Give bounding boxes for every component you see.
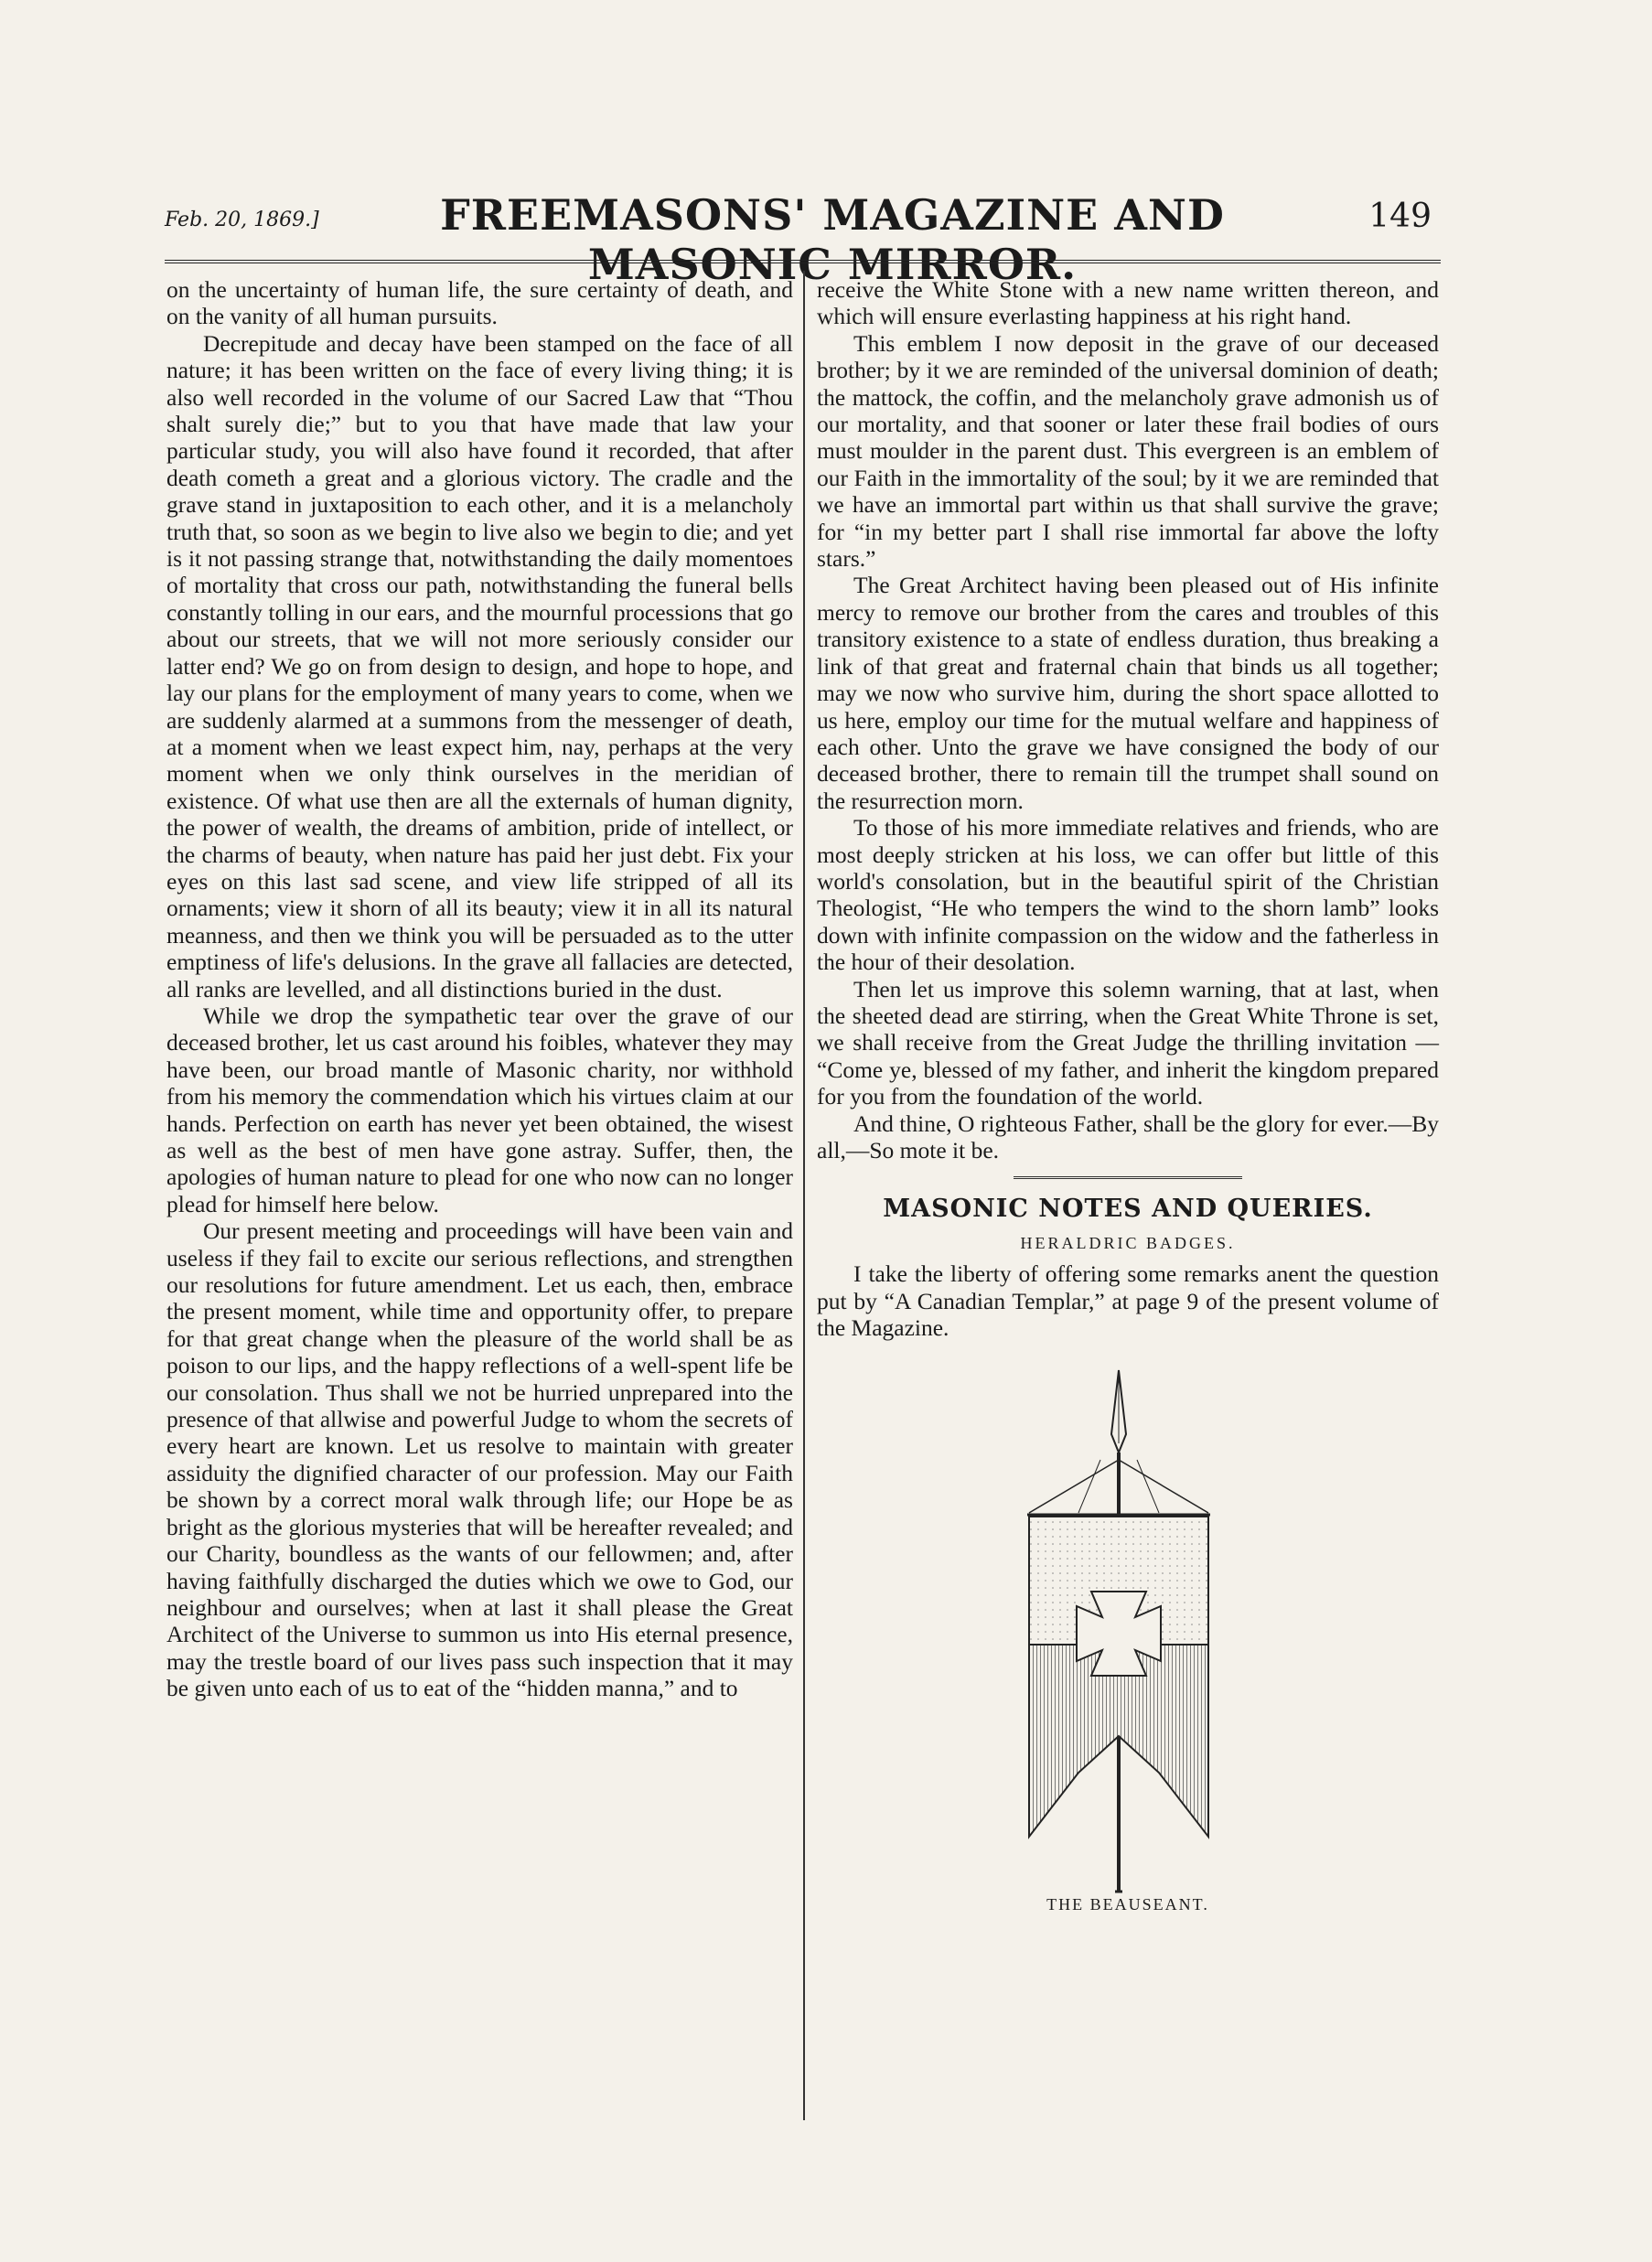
section-heading: MASONIC NOTES AND QUERIES. bbox=[883, 1195, 1373, 1224]
paragraph: The Great Architect having been pleased out of His infinite mercy to remove our brother from the cares and troubles of this transitory existence to a state of endless duration, thus breaking a link of that great and fraternal chain that binds us all together; may we now who survive him, during the short space allotted to us here, employ our time for the mutual welfare and happiness of each other. Unto the grave we have consigned the body of our deceased brother, there to remain till the trumpet shall sound on the resurrection morn. bbox=[817, 572, 1439, 814]
paragraph: This emblem I now deposit in the grave of our deceased brother; by it we are reminded of the universal dominion of death; the mattock, the coffin, and the melancholy grave admonish us of our mortality, and that sooner or later these frail bodies of ours must moulder in the parent dust. This evergreen is an emblem of our Faith in the immortality of the soul; by it we are reminded that we have an immortal part within us that shall survive the grave; for “in my better part I shall rise immortal far above the lofty stars.” bbox=[817, 329, 1439, 573]
paragraph: receive the White Stone with a new name written thereon, and which will ensure everlasting happiness at his right hand. bbox=[817, 276, 1439, 330]
issue-date: Feb. 20, 1869.] bbox=[165, 209, 319, 231]
paragraph: And thine, O righteous Father, shall be the glory for ever.—By all,—So mote it be. bbox=[817, 1110, 1439, 1163]
paragraph: Decrepitude and decay have been stamped on the face of all nature; it has been written on the face of every living thing; it is also well recorded in the volume of our Sacred Law that “Thou shalt surely die;” but to you that have made that law your particular study, you will also have found it recorded, that after death cometh a great and a glorious victory. The cradle and the grave stand in juxtaposition to each other, and it is a melancholy truth that, so soon as we begin to live also we begin to die; and yet is it not passing strange that, notwithstanding the daily momentoes of mortality that cross our path, notwithstanding the funeral bells constantly tolling in our ears, and the mournful processions that go about our streets, that we will not more seriously consider our latter end? We go on from design to design, and hope to hope, and lay our plans for the employment of many years to come, when we are suddenly alarmed at a summons from the messenger of death, at a moment when we least expect him, nay, perhaps at the very moment when we only think ourselves in the meridian of existence. Of what use then are all the externals of human dignity, the power of wealth, the dreams of ambition, pride of intellect, or the charms of beauty, when nature has paid her just debt. Fix your eyes on this last sad scene, and view life stripped of all its ornaments; view it shorn of all its beauty; view it in all its natural meanness, and then we think you will be persuaded as to the utter emptiness of life's delusions. In the grave all fallacies are detected, all ranks are levelled, and all distinctions buried in the dust. bbox=[166, 329, 793, 1002]
paragraph: To those of his more immediate relatives and friends, who are most deeply stricken at his loss, we can offer but little of this world's consolation, but in the beautiful spirit of the Christian Theologist, “He who tempers the wind to the shorn lamb” looks down with infinite compassion on the widow and the fatherless in the hour of their desolation. bbox=[817, 814, 1439, 976]
paragraph: on the uncertainty of human life, the sure certainty of death, and on the vanity of all human pursuits. bbox=[166, 276, 793, 330]
section-body: I take the liberty of offering some remarks anent the question put by “A Canadian Templar,” at page 9 of the present volume of the Magazine. bbox=[817, 1260, 1439, 1342]
column-divider bbox=[803, 271, 805, 2120]
paragraph: While we drop the sympathetic tear over the grave of our deceased brother, let us cast around his foibles, whatever they may have been, our broad mantle of Masonic charity, nor withhold from his memory the commendation which his virtues claim at our hands. Perfection on earth has never yet been obtained, the wisest as well as the best of men have gone astray. Suffer, then, the apologies of human nature to plead for one who now can no longer plead for himself here below. bbox=[166, 1002, 793, 1217]
page-number: 149 bbox=[1368, 198, 1432, 235]
beauseant-banner-illustration bbox=[817, 1352, 1439, 1901]
section-rule bbox=[1014, 1176, 1242, 1179]
section-subheading: HERALDRIC BADGES. bbox=[1020, 1233, 1236, 1252]
paragraph: Then let us improve this solemn warning, that at last, when the sheeted dead are stirring, when the Great White Throne is set, we shall receive from the Great Judge the thrilling invitation — “Come ye, blessed of my father, and inherit the kingdom prepared for you from the foundation of the world. bbox=[817, 975, 1439, 1110]
header-rule bbox=[165, 260, 1441, 263]
publication-title: FREEMASONS' MAGAZINE AND MASONIC MIRROR. bbox=[440, 190, 1225, 289]
beauseant-figure bbox=[817, 1352, 1439, 1956]
left-column bbox=[166, 276, 793, 1702]
figure-caption: THE BEAUSEANT. bbox=[1046, 1895, 1209, 1914]
page-header bbox=[165, 179, 1441, 289]
right-column bbox=[817, 276, 1439, 1956]
paragraph: Our present meeting and proceedings will have been vain and useless if they fail to excite our serious reflections, and strengthen our resolutions for future amendment. Let us each, then, embrace the present moment, while time and opportunity offer, to prepare for that great change when the pleasure of the world shall be as poison to our lips, and the happy reflections of a well-spent life be our consolation. Thus shall we not be hurried unprepared into the presence of that allwise and powerful Judge to whom the secrets of every heart are known. Let us resolve to maintain with greater assiduity the dignified character of our profession. May our Faith be shown by a correct moral walk through life; our Hope be as bright as the glorious mysteries that will be hereafter revealed; and our Charity, boundless as the wants of our fellowmen; and, after having faithfully discharged the duties which we owe to God, our neighbour and ourselves; when at last it shall please the Great Architect of the Universe to summon us into His eternal presence, may the trestle board of our lives pass such inspection that it may be given unto each of us to eat of the “hidden manna,” and to bbox=[166, 1217, 793, 1702]
